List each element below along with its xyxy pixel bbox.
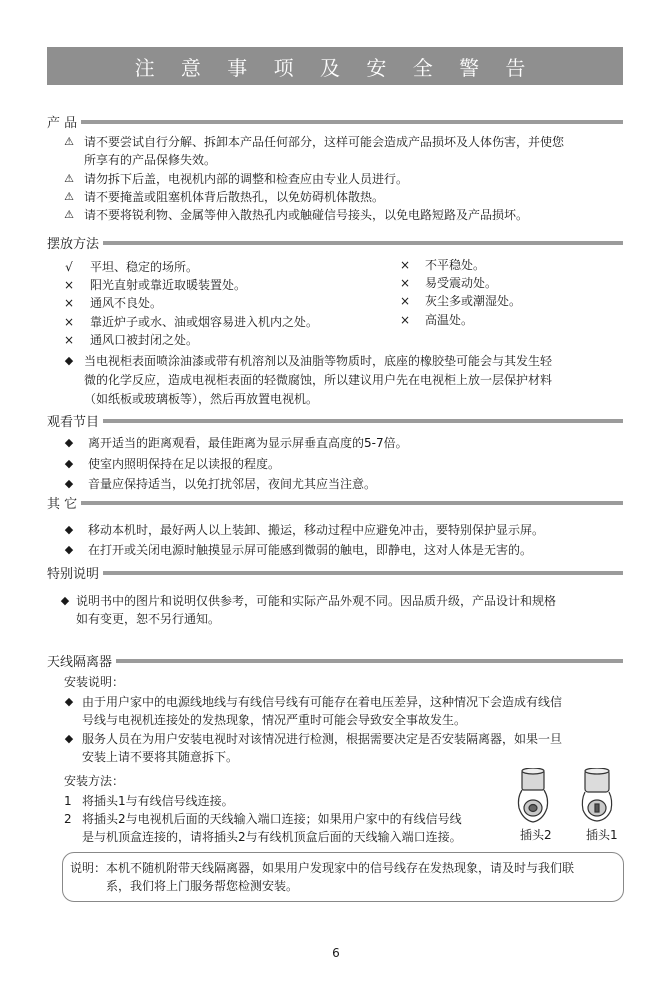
step-text: 将插头2与电视机后面的天线输入端口连接；如果用户家中的有线信号线 (82, 812, 462, 826)
section-title: 特别说明 (47, 566, 100, 582)
placement-bad: 易受震动处。 (425, 276, 498, 290)
section-antenna (47, 651, 623, 669)
viewing-item: 使室内照明保持在足以读报的程度。 (88, 457, 281, 471)
placement-good: 平坦、稳定的场所。 (90, 260, 199, 274)
other-item: 移动本机时，最好两人以上装卸、搬运，移动过程中应避免冲击，要特别保护显示屏。 (88, 523, 545, 537)
section-rule (116, 659, 623, 663)
section-rule (103, 419, 623, 423)
diamond-bullet-icon: ◆ (64, 695, 74, 708)
cross-icon: × (399, 258, 411, 272)
section-title: 其 它 (47, 496, 78, 512)
cross-icon: × (399, 276, 411, 290)
section-rule (103, 241, 623, 245)
plug-1-icon (582, 768, 611, 821)
warning-text: 所享有的产品保修失效。 (84, 153, 217, 167)
placement-note: 当电视柜表面喷涂油漆或带有机溶剂以及油脂等物质时，底座的橡胶垫可能会与其发生轻 (84, 354, 553, 368)
other-item: 在打开或关闭电源时触摸显示屏可能感到微弱的触电，即静电，这对人体是无害的。 (88, 543, 533, 557)
step-number: 1 (64, 794, 72, 808)
diamond-bullet-icon: ◆ (64, 457, 74, 470)
plug-1-label: 插头1 (586, 828, 618, 842)
warning-text: 请勿拆下后盖，电视机内部的调整和检查应由专业人员进行。 (84, 172, 409, 186)
viewing-item: 音量应保持适当，以免打扰邻居，夜间尤其应当注意。 (88, 477, 377, 491)
note-box (62, 852, 624, 902)
cross-icon: × (63, 296, 75, 310)
special-text: 说明书中的图片和说明仅供参考，可能和实际产品外观不同。因品质升级，产品设计和规格 (76, 594, 557, 608)
cross-icon: × (63, 333, 75, 347)
antenna-note: 服务人员在为用户安装电视时对该情况进行检测，根据需要决定是否安装隔离器，如果一旦 (82, 732, 563, 746)
warning-text: 请不要掩盖或阻塞机体背后散热孔，以免妨碍机体散热。 (84, 190, 385, 204)
note-box-text: 系，我们将上门服务帮您检测安装。 (106, 879, 299, 893)
antenna-note: 由于用户家中的电源线地线与有线信号线有可能存在着电压差异，这种情况下会造成有线信 (82, 695, 563, 709)
diamond-bullet-icon: ◆ (64, 523, 74, 536)
placement-note: （如纸板或玻璃板等），然后再放置电视机。 (84, 392, 319, 406)
placement-bad: 高温处。 (425, 313, 474, 327)
diamond-bullet-icon: ◆ (60, 594, 70, 607)
special-text: 如有变更，恕不另行通知。 (76, 612, 221, 626)
cross-icon: × (399, 313, 411, 327)
warning-text: 请不要将锐利物、金属等伸入散热孔内或触碰信号接头，以免电路短路及产品损坏。 (84, 208, 529, 222)
diamond-bullet-icon: ◆ (64, 436, 74, 449)
section-viewing (47, 411, 623, 429)
section-title: 观看节目 (47, 414, 100, 430)
section-title: 产 品 (47, 115, 78, 131)
placement-bad: 不平稳处。 (425, 258, 486, 272)
section-rule (103, 571, 623, 575)
section-rule (81, 501, 623, 505)
warning-icon: ⚠ (64, 190, 74, 203)
warning-icon: ⚠ (64, 208, 74, 221)
placement-note: 微的化学反应，造成电视柜表面的轻微腐蚀，所以建议用户先在电视柜上放一层保护材料 (84, 373, 553, 387)
step-number: 2 (64, 812, 72, 826)
diamond-bullet-icon: ◆ (64, 732, 74, 745)
placement-bad: 灰尘多或潮湿处。 (425, 294, 522, 308)
diamond-bullet-icon: ◆ (64, 354, 74, 367)
install-note-label: 安装说明： (64, 675, 125, 689)
warning-icon: ⚠ (64, 172, 74, 185)
section-title: 摆放方法 (47, 236, 100, 252)
viewing-item: 离开适当的距离观看，最佳距离为显示屏垂直高度的5-7倍。 (88, 436, 408, 450)
section-rule (81, 120, 623, 124)
section-other (47, 493, 623, 511)
placement-bad: 阳光直射或靠近取暖装置处。 (90, 278, 247, 292)
placement-bad: 通风口被封闭之处。 (90, 333, 199, 347)
plug-2-label: 插头2 (520, 828, 552, 842)
page-title-banner (47, 47, 623, 85)
warning-icon: ⚠ (64, 135, 74, 148)
section-placement (47, 233, 623, 251)
diamond-bullet-icon: ◆ (64, 543, 74, 556)
step-text: 将插头1与有线信号线连接。 (82, 794, 234, 808)
placement-bad: 靠近炉子或水、油或烟容易进入机内之处。 (90, 315, 319, 329)
section-special (47, 563, 623, 581)
antenna-note: 安装上请不要将其随意拆下。 (82, 750, 239, 764)
antenna-note: 号线与电视机连接处的发热现象，情况严重时可能会导致安全事故发生。 (82, 713, 467, 727)
warning-text: 请不要尝试自行分解、拆卸本产品任何部分，这样可能会造成产品损坏及人体伤害，并使您 (84, 135, 565, 149)
diamond-bullet-icon: ◆ (64, 477, 74, 490)
step-text: 是与机顶盒连接的，请将插头2与有线机顶盒后面的天线输入端口连接。 (82, 830, 462, 844)
cross-icon: × (63, 278, 75, 292)
check-icon: √ (65, 260, 73, 274)
plug-2-icon (518, 768, 547, 822)
cross-icon: × (63, 315, 75, 329)
page-title: 注 意 事 项 及 安 全 警 告 (134, 55, 536, 80)
cross-icon: × (399, 294, 411, 308)
section-title: 天线隔离器 (47, 654, 113, 670)
note-box-text: 说明：本机不随机附带天线隔离器，如果用户发现家中的信号线存在发热现象，请及时与我们联 (70, 861, 575, 875)
placement-bad: 通风不良处。 (90, 296, 163, 310)
page-number: 6 (332, 946, 340, 960)
section-product (47, 112, 623, 130)
install-method-label: 安装方法： (64, 774, 125, 788)
